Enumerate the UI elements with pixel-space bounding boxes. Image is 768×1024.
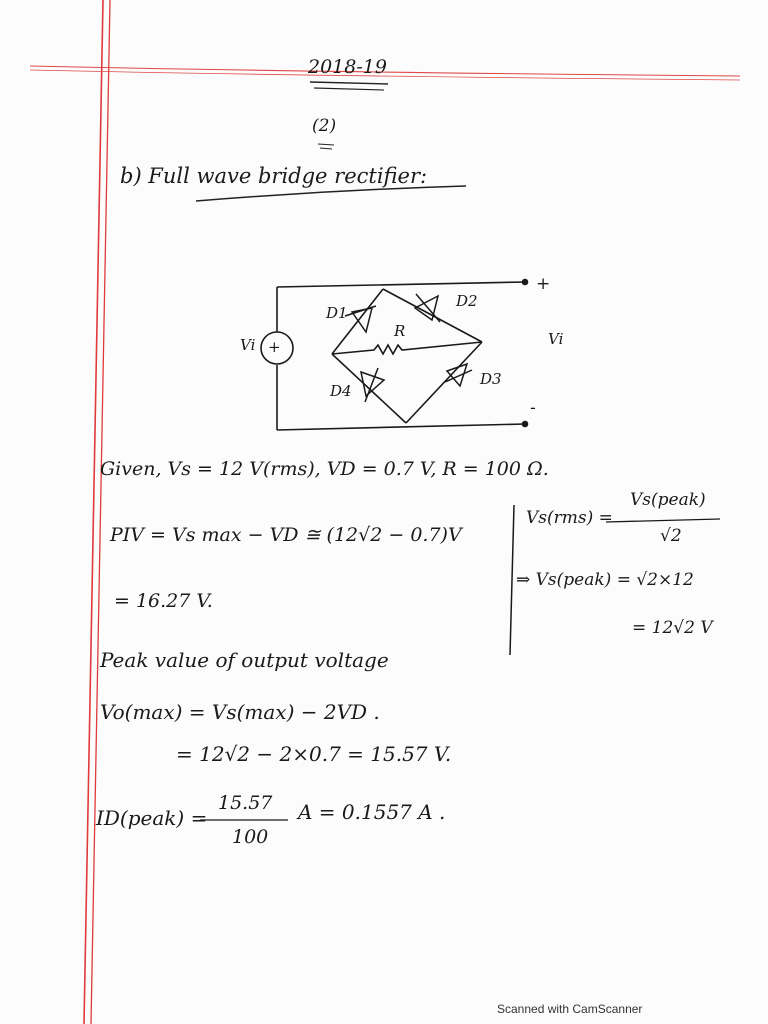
output-minus: - bbox=[530, 398, 536, 418]
side-calc-lhs: Vs(rms) = bbox=[526, 508, 613, 528]
year-underline bbox=[314, 88, 384, 90]
piv-line: PIV = Vs max − VD ≅ (12√2 − 0.7)V bbox=[110, 524, 462, 546]
diode-label-d4: D4 bbox=[330, 382, 352, 400]
output-plus: + bbox=[536, 274, 551, 294]
diode-symbols bbox=[345, 294, 472, 402]
id-lhs: ID(peak) = bbox=[96, 806, 208, 830]
source-label: Vi bbox=[240, 336, 256, 354]
peak-title: Peak value of output voltage bbox=[100, 648, 389, 672]
diode-label-d3: D3 bbox=[480, 370, 502, 388]
qnum-underline bbox=[320, 148, 332, 149]
resistor-label: R bbox=[394, 322, 406, 340]
question-number: (2) bbox=[312, 116, 337, 136]
diode-label-d1: D1 bbox=[326, 304, 348, 322]
vo-line1: Vo(max) = Vs(max) − 2VD . bbox=[100, 700, 380, 724]
heading-underline bbox=[196, 186, 466, 201]
source-plus: + bbox=[268, 338, 281, 356]
given-line: Given, Vs = 12 V(rms), VD = 0.7 V, R = 100 Ω. bbox=[100, 458, 549, 480]
output-label: Vi bbox=[548, 330, 564, 348]
bridge-circuit bbox=[261, 280, 528, 431]
year-underline bbox=[310, 82, 388, 84]
side-calc-denominator: √2 bbox=[660, 526, 682, 546]
id-rhs: A = 0.1557 A . bbox=[298, 800, 446, 824]
scanner-watermark: Scanned with CamScanner bbox=[497, 1002, 643, 1016]
piv-result: = 16.27 V. bbox=[114, 590, 213, 612]
vo-line2: = 12√2 − 2×0.7 = 15.57 V. bbox=[176, 742, 452, 766]
diode-label-d2: D2 bbox=[456, 292, 478, 310]
id-numerator: 15.57 bbox=[218, 792, 273, 814]
side-calc-numerator: Vs(peak) bbox=[630, 490, 706, 510]
qnum-underline bbox=[318, 144, 334, 145]
side-divider bbox=[510, 505, 514, 655]
id-denominator: 100 bbox=[232, 826, 269, 848]
side-calc-line2: ⇒ Vs(peak) = √2×12 bbox=[516, 570, 694, 590]
year-label: 2018-19 bbox=[308, 56, 387, 78]
section-heading: b) Full wave bridge rectifier: bbox=[120, 164, 428, 188]
side-calc-line3: = 12√2 V bbox=[632, 618, 713, 638]
fraction-bar bbox=[606, 519, 720, 522]
